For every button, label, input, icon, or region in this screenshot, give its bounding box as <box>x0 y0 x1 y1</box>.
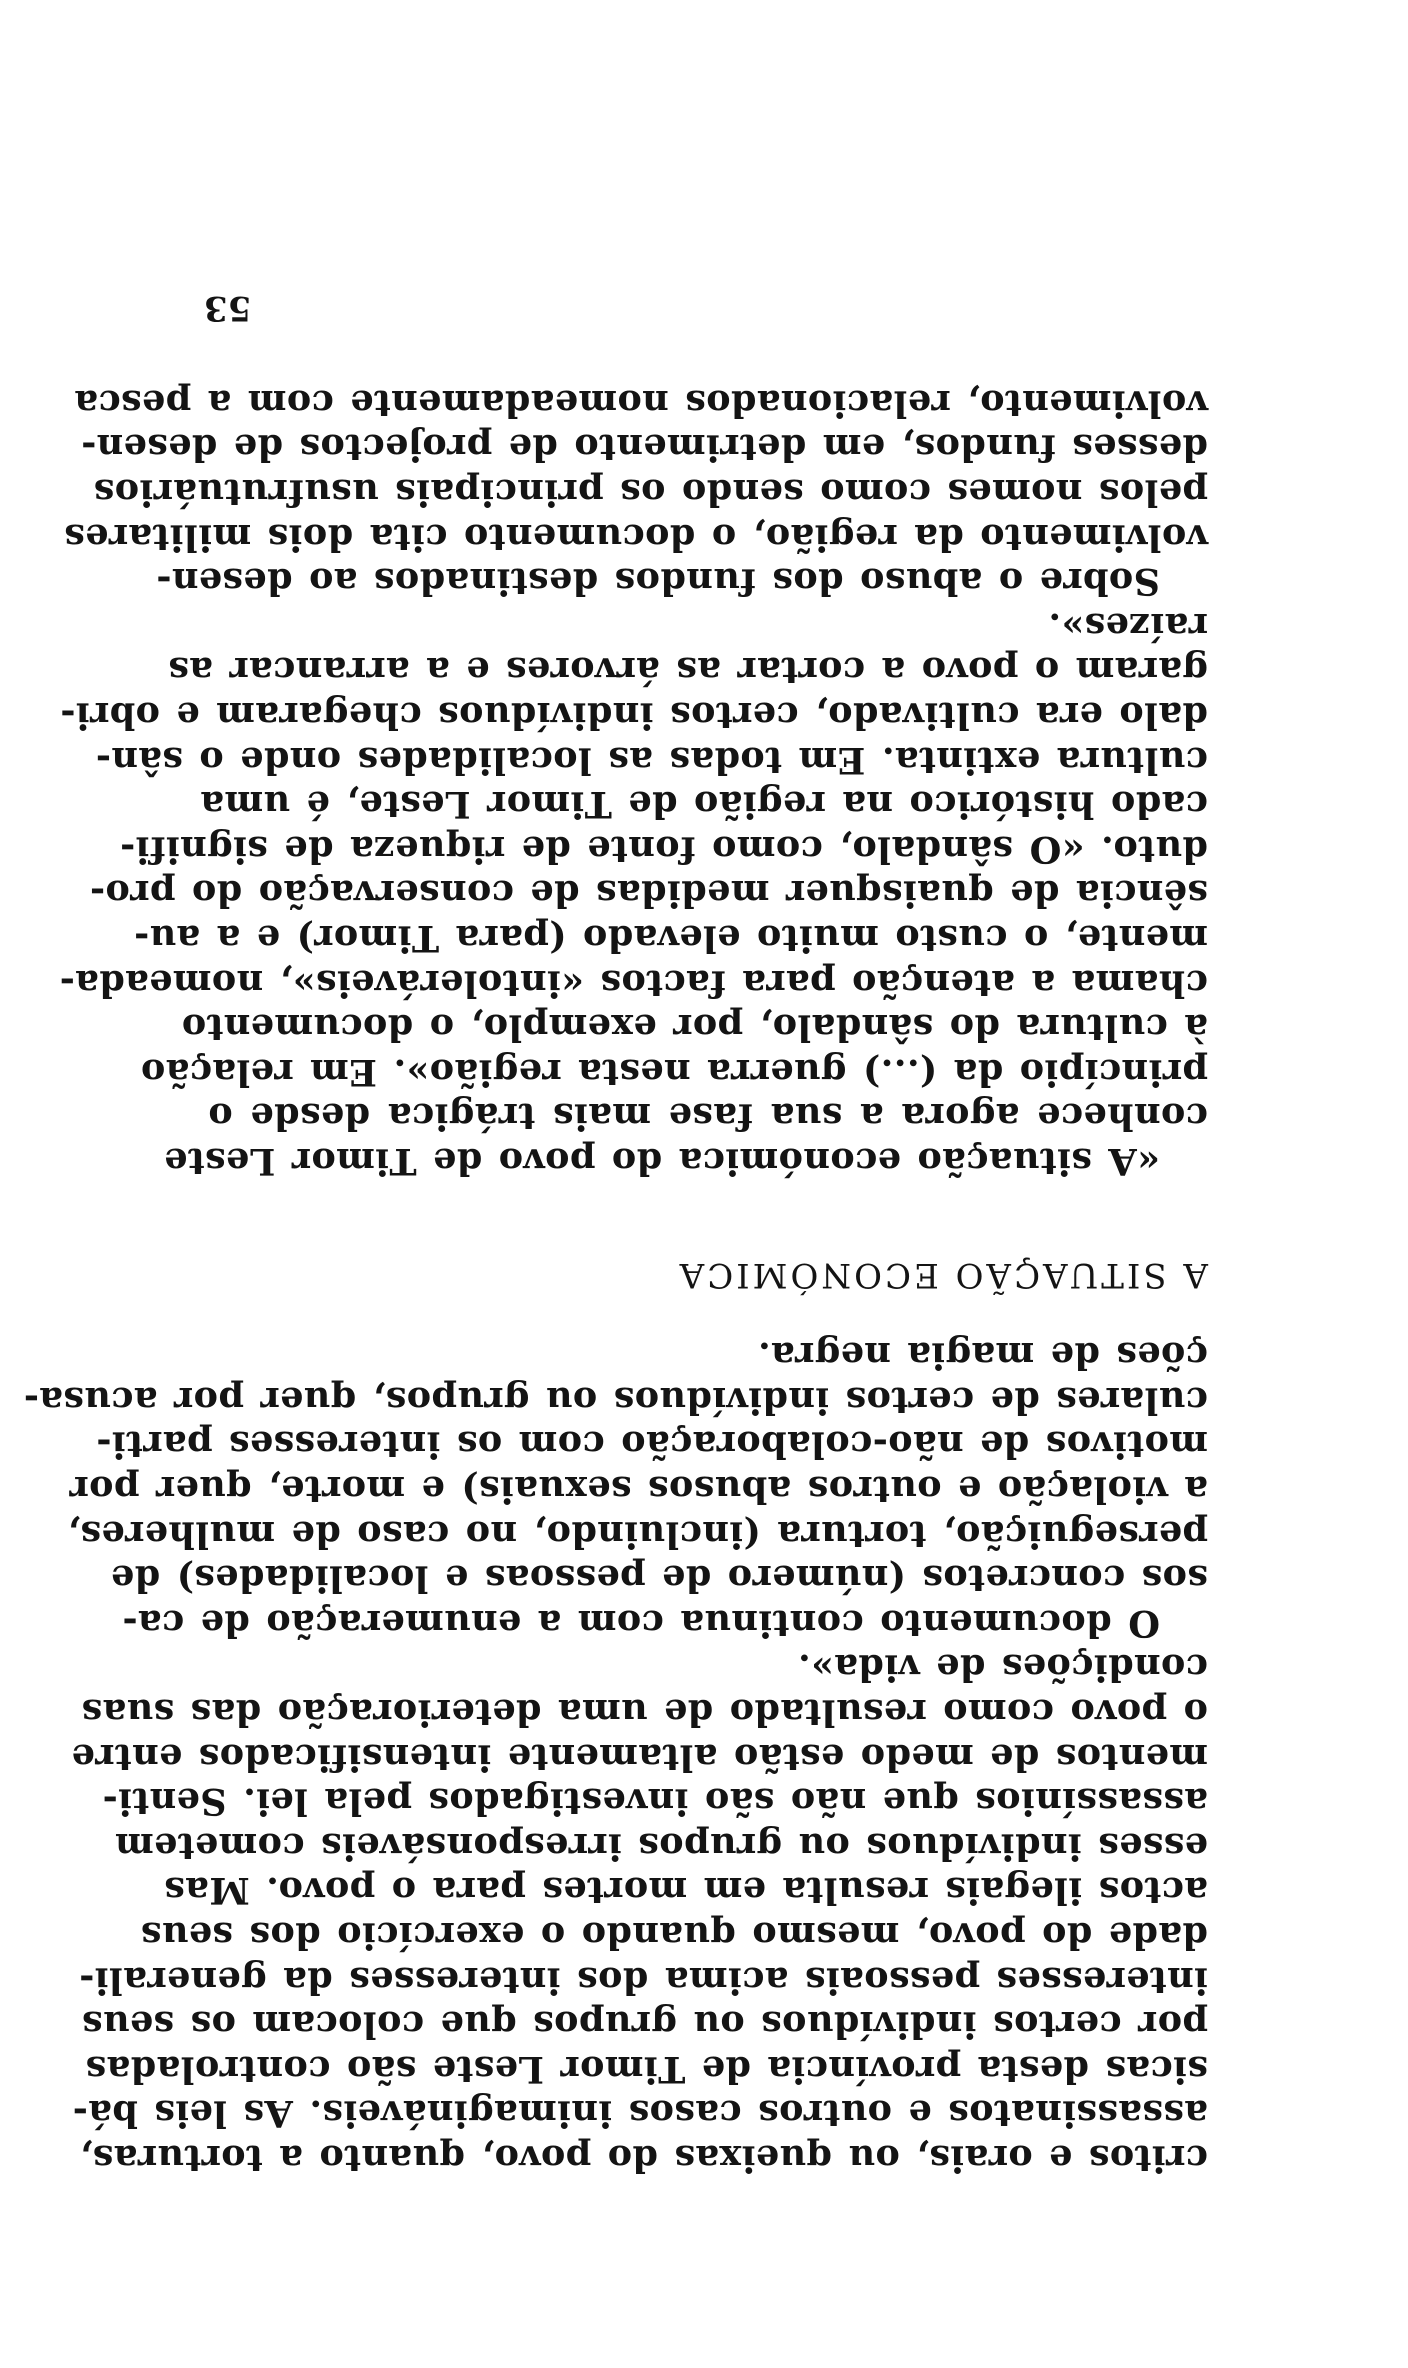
section-heading: A SITUAÇÃO ECONÓMICA <box>676 1255 1208 1295</box>
text-line: Sobre o abuso dos fundos destinados ao desen- <box>155 560 1160 604</box>
text-line: sos concretos (número de pessoas e localidades) de <box>110 1557 1208 1601</box>
text-line: ções de magia negra. <box>757 1334 1208 1378</box>
page-number: 53 <box>204 288 252 328</box>
text-line: perseguição, tortura (incluindo, no caso de mulheres, <box>67 1512 1208 1556</box>
text-line: critos e orais, ou queixas do povo, quanto a torturas, <box>79 2137 1208 2180</box>
paragraphs-bottom <box>59 380 1208 1183</box>
text-line: motivos de não-colaboração com os interesses parti- <box>95 1423 1208 1467</box>
text-line: à cultura do sândalo, por exemplo, o documento <box>181 1006 1208 1050</box>
text-line: cado histórico na região de Timor Leste, é uma <box>200 783 1208 827</box>
text-line: condições de vida». <box>797 1646 1208 1690</box>
text-line: cultura extinta. Em todas as localidades onde o sân- <box>95 738 1208 782</box>
text-line: volvimento, relacionados nomeadamente com a pesca <box>74 381 1208 425</box>
text-line: assassinatos e outros casos inimagináveis. As leis bá- <box>72 2092 1208 2136</box>
text-line: princípio da (...) guerra nesta região». Em relação <box>140 1050 1208 1094</box>
text-line: garam o povo a cortar as árvores e a arrancar as <box>167 649 1208 693</box>
text-line: pelos nomes como sendo os principais usufrutuários <box>93 471 1208 515</box>
text-line: esses indivíduos ou grupos irresponsáveis cometem <box>114 1824 1208 1868</box>
text-line: mentos de medo estão altamente intensificados entre <box>71 1735 1208 1779</box>
text-line: a violação e outros abusos sexuais) e morte, quer por <box>69 1468 1208 1512</box>
text-line: o povo como resultado de uma deterioração das suas <box>81 1691 1208 1735</box>
text-line: conhece agora a sua fase mais trágica desde o <box>208 1095 1208 1139</box>
text-line: dade do povo, mesmo quando o exercício dos seus <box>140 1914 1208 1958</box>
text-line: desses fundos, em detrimento de projectos de desen- <box>80 426 1208 470</box>
text-line: interesses pessoais acima dos interesses da generali- <box>78 1958 1208 2002</box>
text-line: assassínios que não são investigados pela lei. Senti- <box>102 1780 1208 1824</box>
paragraphs-top <box>23 1333 1208 2180</box>
text-line: sência de quaisquer medidas de conservação do pro- <box>89 872 1208 916</box>
text-line: volvimento da região, o documento cita dois militares <box>63 515 1208 559</box>
text-line: chama a atenção para factos «intoleráveis», nomeada- <box>59 961 1208 1005</box>
text-line: O documento continua com a enumeração de ca- <box>122 1601 1160 1645</box>
text-line: culares de certos indivíduos ou grupos, quer por acusa- <box>23 1378 1208 1422</box>
text-line: por certos indivíduos ou grupos que colocam os seus <box>81 2003 1208 2047</box>
text-line: mente, o custo muito elevado (para Timor) e a au- <box>133 917 1208 961</box>
text-line: raízes». <box>1048 604 1208 648</box>
text-line: actos ilegais resulta em mortes para o povo. Mas <box>163 1869 1208 1913</box>
text-line: duto. «O sândalo, como fonte de riqueza de signifi- <box>119 827 1208 871</box>
text-line: dalo era cultivado, certos indivíduos chegaram e obri- <box>59 694 1208 738</box>
text-line: «A situação económica do povo de Timor Leste <box>163 1140 1160 1183</box>
text-line: sicas desta província de Timor Leste são controladas <box>85 2047 1208 2091</box>
